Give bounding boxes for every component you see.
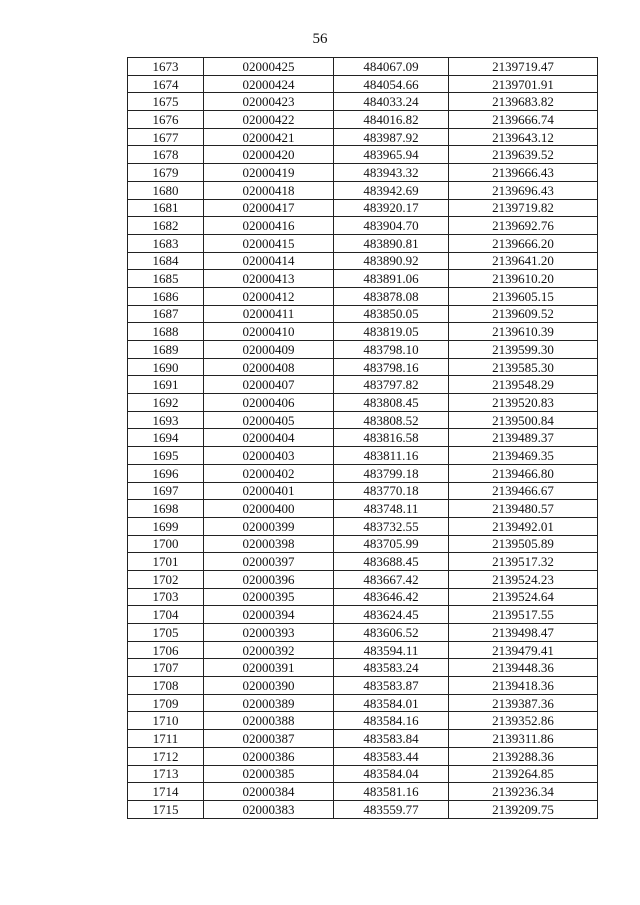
point-number-cell: 1700 [128, 535, 204, 553]
y-coordinate-cell: 2139641.20 [449, 252, 598, 270]
point-code-cell: 02000384 [204, 783, 334, 801]
point-code-cell: 02000404 [204, 429, 334, 447]
y-coordinate-cell: 2139505.89 [449, 535, 598, 553]
x-coordinate-cell: 483594.11 [334, 641, 449, 659]
x-coordinate-cell: 483808.52 [334, 411, 449, 429]
table-row [128, 641, 598, 659]
table-row [128, 482, 598, 500]
x-coordinate-cell: 483920.17 [334, 199, 449, 217]
x-coordinate-cell: 483798.10 [334, 341, 449, 359]
y-coordinate-cell: 2139311.86 [449, 730, 598, 748]
point-code-cell: 02000395 [204, 588, 334, 606]
x-coordinate-cell: 483667.42 [334, 570, 449, 588]
y-coordinate-cell: 2139387.36 [449, 694, 598, 712]
x-coordinate-cell: 483819.05 [334, 323, 449, 341]
point-number-cell: 1688 [128, 323, 204, 341]
x-coordinate-cell: 483581.16 [334, 783, 449, 801]
point-number-cell: 1703 [128, 588, 204, 606]
x-coordinate-cell: 483797.82 [334, 376, 449, 394]
y-coordinate-cell: 2139466.67 [449, 482, 598, 500]
table-row [128, 730, 598, 748]
x-coordinate-cell: 483987.92 [334, 128, 449, 146]
point-number-cell: 1691 [128, 376, 204, 394]
point-code-cell: 02000402 [204, 464, 334, 482]
x-coordinate-cell: 483748.11 [334, 500, 449, 518]
y-coordinate-cell: 2139701.91 [449, 75, 598, 93]
point-code-cell: 02000386 [204, 747, 334, 765]
y-coordinate-cell: 2139719.82 [449, 199, 598, 217]
y-coordinate-cell: 2139489.37 [449, 429, 598, 447]
table-row [128, 677, 598, 695]
table-row [128, 570, 598, 588]
y-coordinate-cell: 2139643.12 [449, 128, 598, 146]
point-number-cell: 1702 [128, 570, 204, 588]
point-code-cell: 02000416 [204, 217, 334, 235]
point-number-cell: 1689 [128, 341, 204, 359]
y-coordinate-cell: 2139639.52 [449, 146, 598, 164]
point-code-cell: 02000387 [204, 730, 334, 748]
table-row [128, 270, 598, 288]
y-coordinate-cell: 2139469.35 [449, 447, 598, 465]
point-code-cell: 02000383 [204, 800, 334, 818]
x-coordinate-cell: 483583.87 [334, 677, 449, 695]
x-coordinate-cell: 483965.94 [334, 146, 449, 164]
point-number-cell: 1687 [128, 305, 204, 323]
point-number-cell: 1678 [128, 146, 204, 164]
point-code-cell: 02000410 [204, 323, 334, 341]
x-coordinate-cell: 483798.16 [334, 358, 449, 376]
table-row [128, 429, 598, 447]
x-coordinate-cell: 483816.58 [334, 429, 449, 447]
point-number-cell: 1704 [128, 606, 204, 624]
point-number-cell: 1682 [128, 217, 204, 235]
point-code-cell: 02000423 [204, 93, 334, 111]
y-coordinate-cell: 2139479.41 [449, 641, 598, 659]
point-code-cell: 02000419 [204, 164, 334, 182]
table-row [128, 694, 598, 712]
point-number-cell: 1675 [128, 93, 204, 111]
y-coordinate-cell: 2139666.74 [449, 111, 598, 129]
point-number-cell: 1693 [128, 411, 204, 429]
point-code-cell: 02000425 [204, 58, 334, 76]
point-code-cell: 02000407 [204, 376, 334, 394]
page-number: 56 [312, 31, 328, 47]
point-code-cell: 02000421 [204, 128, 334, 146]
point-code-cell: 02000398 [204, 535, 334, 553]
y-coordinate-cell: 2139719.47 [449, 58, 598, 76]
table-row [128, 747, 598, 765]
x-coordinate-cell: 483705.99 [334, 535, 449, 553]
y-coordinate-cell: 2139492.01 [449, 517, 598, 535]
point-number-cell: 1677 [128, 128, 204, 146]
table-row [128, 394, 598, 412]
point-code-cell: 02000403 [204, 447, 334, 465]
x-coordinate-cell: 484067.09 [334, 58, 449, 76]
x-coordinate-cell: 484054.66 [334, 75, 449, 93]
point-number-cell: 1713 [128, 765, 204, 783]
point-number-cell: 1680 [128, 181, 204, 199]
point-number-cell: 1676 [128, 111, 204, 129]
x-coordinate-cell: 483942.69 [334, 181, 449, 199]
y-coordinate-cell: 2139466.80 [449, 464, 598, 482]
point-number-cell: 1679 [128, 164, 204, 182]
point-number-cell: 1686 [128, 287, 204, 305]
point-code-cell: 02000405 [204, 411, 334, 429]
point-number-cell: 1674 [128, 75, 204, 93]
table-row [128, 553, 598, 571]
point-number-cell: 1712 [128, 747, 204, 765]
point-number-cell: 1697 [128, 482, 204, 500]
point-code-cell: 02000392 [204, 641, 334, 659]
point-code-cell: 02000396 [204, 570, 334, 588]
point-code-cell: 02000389 [204, 694, 334, 712]
point-code-cell: 02000397 [204, 553, 334, 571]
point-code-cell: 02000409 [204, 341, 334, 359]
point-code-cell: 02000422 [204, 111, 334, 129]
point-code-cell: 02000415 [204, 234, 334, 252]
point-number-cell: 1685 [128, 270, 204, 288]
y-coordinate-cell: 2139524.64 [449, 588, 598, 606]
point-number-cell: 1714 [128, 783, 204, 801]
y-coordinate-cell: 2139666.20 [449, 234, 598, 252]
point-code-cell: 02000399 [204, 517, 334, 535]
x-coordinate-cell: 483943.32 [334, 164, 449, 182]
point-number-cell: 1705 [128, 624, 204, 642]
y-coordinate-cell: 2139418.36 [449, 677, 598, 695]
table-row [128, 500, 598, 518]
point-code-cell: 02000417 [204, 199, 334, 217]
table-row [128, 783, 598, 801]
point-code-cell: 02000413 [204, 270, 334, 288]
y-coordinate-cell: 2139517.32 [449, 553, 598, 571]
x-coordinate-cell: 483850.05 [334, 305, 449, 323]
x-coordinate-cell: 484016.82 [334, 111, 449, 129]
table-row [128, 606, 598, 624]
point-number-cell: 1701 [128, 553, 204, 571]
point-code-cell: 02000394 [204, 606, 334, 624]
table-row [128, 58, 598, 76]
table-row [128, 535, 598, 553]
point-number-cell: 1706 [128, 641, 204, 659]
x-coordinate-cell: 483559.77 [334, 800, 449, 818]
point-code-cell: 02000414 [204, 252, 334, 270]
table-row [128, 234, 598, 252]
y-coordinate-cell: 2139585.30 [449, 358, 598, 376]
point-code-cell: 02000418 [204, 181, 334, 199]
point-number-cell: 1681 [128, 199, 204, 217]
point-number-cell: 1710 [128, 712, 204, 730]
table-row [128, 93, 598, 111]
x-coordinate-cell: 483799.18 [334, 464, 449, 482]
x-coordinate-cell: 483584.04 [334, 765, 449, 783]
point-code-cell: 02000391 [204, 659, 334, 677]
point-number-cell: 1699 [128, 517, 204, 535]
y-coordinate-cell: 2139599.30 [449, 341, 598, 359]
point-code-cell: 02000400 [204, 500, 334, 518]
point-code-cell: 02000385 [204, 765, 334, 783]
table-row [128, 164, 598, 182]
y-coordinate-cell: 2139683.82 [449, 93, 598, 111]
table-row [128, 128, 598, 146]
point-code-cell: 02000412 [204, 287, 334, 305]
y-coordinate-cell: 2139352.86 [449, 712, 598, 730]
point-code-cell: 02000420 [204, 146, 334, 164]
point-number-cell: 1708 [128, 677, 204, 695]
point-number-cell: 1711 [128, 730, 204, 748]
table-row [128, 659, 598, 677]
point-code-cell: 02000393 [204, 624, 334, 642]
point-code-cell: 02000401 [204, 482, 334, 500]
x-coordinate-cell: 483583.84 [334, 730, 449, 748]
y-coordinate-cell: 2139448.36 [449, 659, 598, 677]
y-coordinate-cell: 2139500.84 [449, 411, 598, 429]
table-row [128, 111, 598, 129]
y-coordinate-cell: 2139520.83 [449, 394, 598, 412]
table-row [128, 252, 598, 270]
table-row [128, 323, 598, 341]
table-row [128, 712, 598, 730]
point-code-cell: 02000424 [204, 75, 334, 93]
x-coordinate-cell: 483584.16 [334, 712, 449, 730]
point-number-cell: 1683 [128, 234, 204, 252]
table-row [128, 287, 598, 305]
table-row [128, 447, 598, 465]
table-row [128, 305, 598, 323]
point-number-cell: 1694 [128, 429, 204, 447]
x-coordinate-cell: 483583.44 [334, 747, 449, 765]
x-coordinate-cell: 483688.45 [334, 553, 449, 571]
y-coordinate-cell: 2139288.36 [449, 747, 598, 765]
point-code-cell: 02000408 [204, 358, 334, 376]
table-row [128, 376, 598, 394]
point-number-cell: 1684 [128, 252, 204, 270]
table-row [128, 146, 598, 164]
y-coordinate-cell: 2139517.55 [449, 606, 598, 624]
y-coordinate-cell: 2139609.52 [449, 305, 598, 323]
table-row [128, 341, 598, 359]
point-code-cell: 02000388 [204, 712, 334, 730]
point-code-cell: 02000390 [204, 677, 334, 695]
x-coordinate-cell: 483890.92 [334, 252, 449, 270]
point-number-cell: 1715 [128, 800, 204, 818]
x-coordinate-cell: 483891.06 [334, 270, 449, 288]
x-coordinate-cell: 483811.16 [334, 447, 449, 465]
point-number-cell: 1695 [128, 447, 204, 465]
table-row [128, 517, 598, 535]
x-coordinate-cell: 483878.08 [334, 287, 449, 305]
y-coordinate-cell: 2139524.23 [449, 570, 598, 588]
x-coordinate-cell: 483770.18 [334, 482, 449, 500]
x-coordinate-cell: 483646.42 [334, 588, 449, 606]
coordinates-table [127, 57, 598, 819]
table-row [128, 199, 598, 217]
point-number-cell: 1707 [128, 659, 204, 677]
y-coordinate-cell: 2139666.43 [449, 164, 598, 182]
table-row [128, 75, 598, 93]
x-coordinate-cell: 484033.24 [334, 93, 449, 111]
table-row [128, 588, 598, 606]
x-coordinate-cell: 483584.01 [334, 694, 449, 712]
y-coordinate-cell: 2139692.76 [449, 217, 598, 235]
point-number-cell: 1673 [128, 58, 204, 76]
point-number-cell: 1690 [128, 358, 204, 376]
table-row [128, 358, 598, 376]
x-coordinate-cell: 483624.45 [334, 606, 449, 624]
table-row [128, 624, 598, 642]
y-coordinate-cell: 2139696.43 [449, 181, 598, 199]
x-coordinate-cell: 483808.45 [334, 394, 449, 412]
y-coordinate-cell: 2139209.75 [449, 800, 598, 818]
table-row [128, 411, 598, 429]
table-row [128, 800, 598, 818]
y-coordinate-cell: 2139610.20 [449, 270, 598, 288]
point-number-cell: 1696 [128, 464, 204, 482]
y-coordinate-cell: 2139236.34 [449, 783, 598, 801]
point-code-cell: 02000406 [204, 394, 334, 412]
y-coordinate-cell: 2139480.57 [449, 500, 598, 518]
point-code-cell: 02000411 [204, 305, 334, 323]
coordinates-table-body [128, 58, 598, 819]
y-coordinate-cell: 2139610.39 [449, 323, 598, 341]
y-coordinate-cell: 2139264.85 [449, 765, 598, 783]
x-coordinate-cell: 483890.81 [334, 234, 449, 252]
y-coordinate-cell: 2139498.47 [449, 624, 598, 642]
table-row [128, 765, 598, 783]
y-coordinate-cell: 2139548.29 [449, 376, 598, 394]
x-coordinate-cell: 483606.52 [334, 624, 449, 642]
table-row [128, 217, 598, 235]
x-coordinate-cell: 483904.70 [334, 217, 449, 235]
point-number-cell: 1698 [128, 500, 204, 518]
point-number-cell: 1692 [128, 394, 204, 412]
x-coordinate-cell: 483732.55 [334, 517, 449, 535]
point-number-cell: 1709 [128, 694, 204, 712]
y-coordinate-cell: 2139605.15 [449, 287, 598, 305]
table-row [128, 464, 598, 482]
x-coordinate-cell: 483583.24 [334, 659, 449, 677]
table-row [128, 181, 598, 199]
